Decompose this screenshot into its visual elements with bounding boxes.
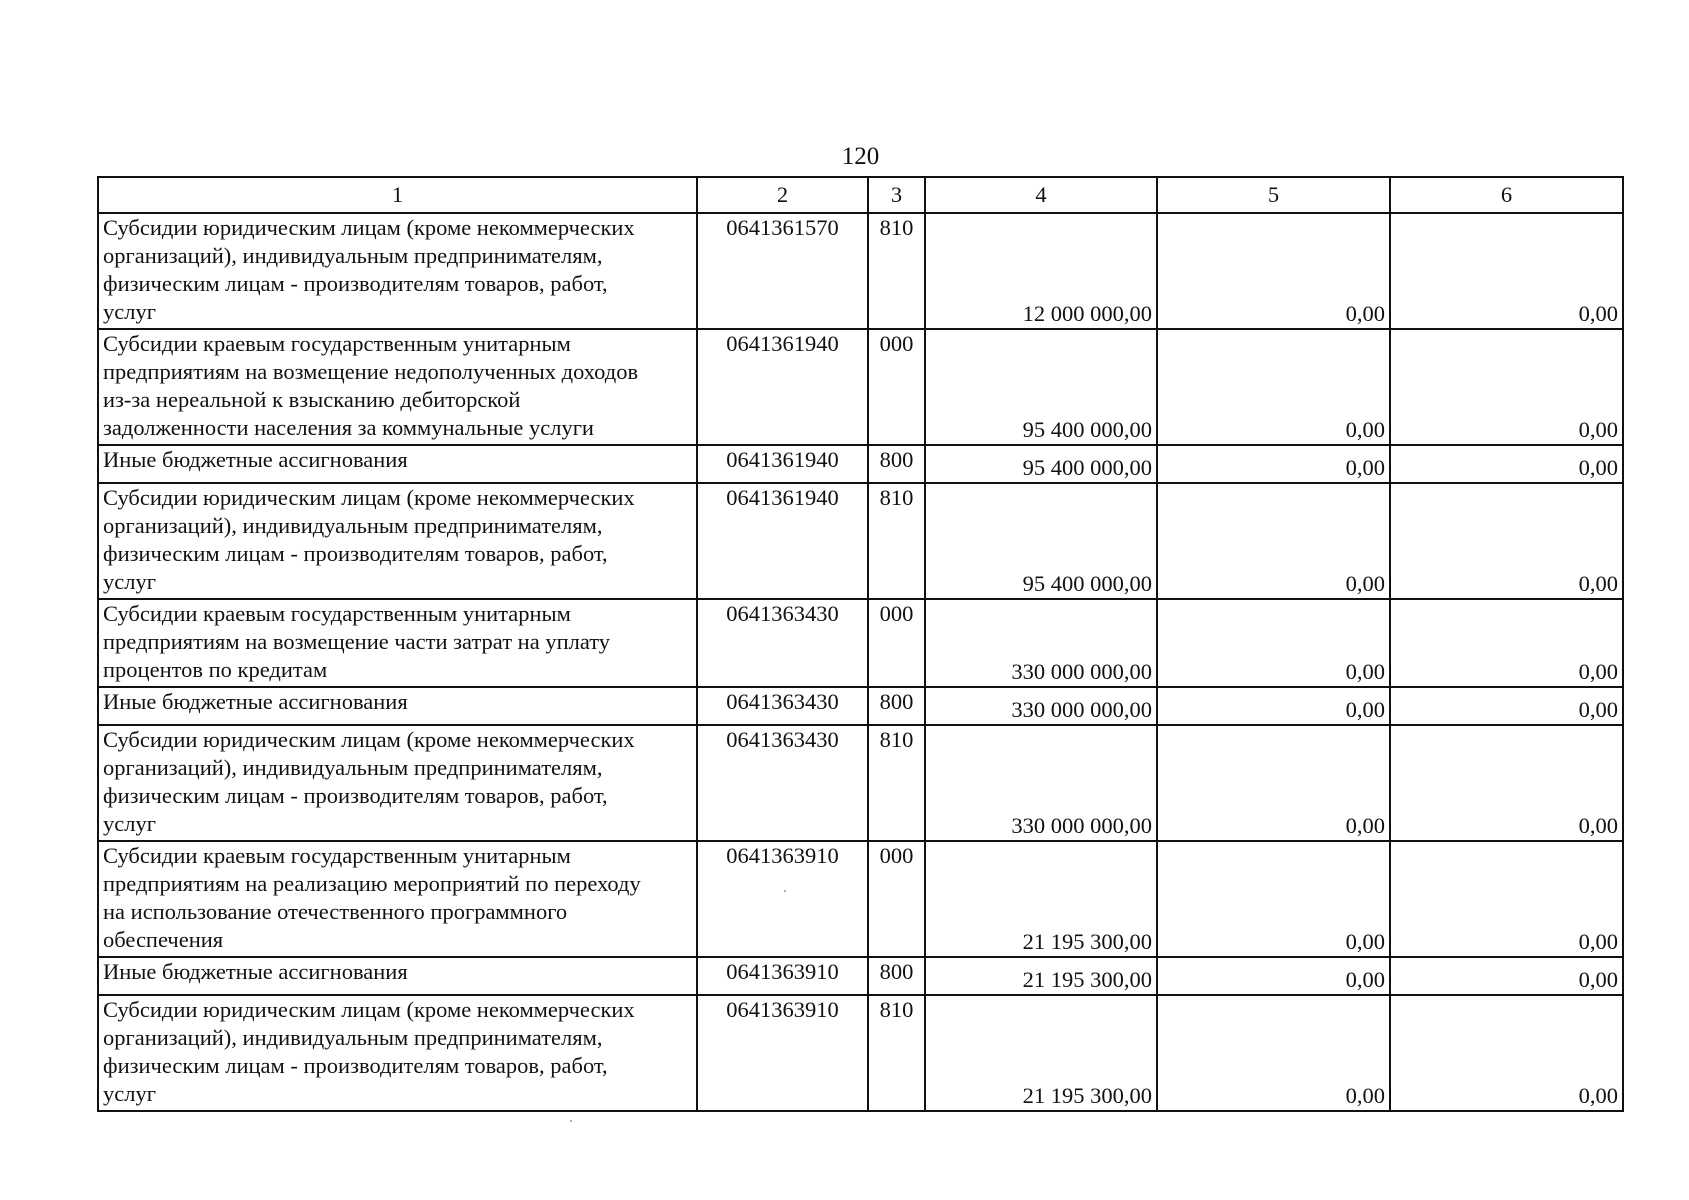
row-value-3-cell: 0,00 bbox=[1390, 687, 1623, 725]
header-cell-4: 4 bbox=[925, 177, 1157, 213]
row-value-1-cell: 330 000 000,00 bbox=[925, 599, 1157, 687]
row-value-3-cell: 0,00 bbox=[1390, 213, 1623, 329]
row-name-line: Субсидии юридическим лицам (кроме некоммерческих bbox=[103, 215, 635, 240]
row-name-line: организаций), индивидуальным предпринимателям, bbox=[103, 755, 603, 780]
row-name-cell bbox=[98, 841, 697, 957]
header-cell-2: 2 bbox=[697, 177, 868, 213]
table-row bbox=[98, 957, 1623, 995]
row-code-cell: 0641363910 bbox=[697, 957, 868, 995]
row-type-cell: 810 bbox=[868, 725, 925, 841]
header-cell-1: 1 bbox=[98, 177, 697, 213]
row-name-line: физическим лицам - производителям товаров, работ, bbox=[103, 541, 608, 566]
row-value-3-cell: 0,00 bbox=[1390, 599, 1623, 687]
row-name-line: предприятиям на возмещение части затрат на уплату bbox=[103, 629, 611, 654]
row-value-3-cell: 0,00 bbox=[1390, 329, 1623, 445]
row-name-line: Субсидии краевым государственным унитарным bbox=[103, 601, 571, 626]
row-value-2-cell: 0,00 bbox=[1157, 213, 1390, 329]
row-value-1-cell: 21 195 300,00 bbox=[925, 841, 1157, 957]
row-code-cell: 0641363430 bbox=[697, 599, 868, 687]
row-type-cell: 800 bbox=[868, 687, 925, 725]
budget-table bbox=[97, 176, 1624, 1112]
table-row bbox=[98, 841, 1623, 957]
row-name-line: Иные бюджетные ассигнования bbox=[103, 959, 408, 984]
row-type-cell: 000 bbox=[868, 841, 925, 957]
row-type-cell: 800 bbox=[868, 957, 925, 995]
row-name-line: предприятиям на возмещение недополученных доходов bbox=[103, 359, 639, 384]
row-name-cell bbox=[98, 445, 697, 483]
row-name-line: организаций), индивидуальным предпринимателям, bbox=[103, 513, 603, 538]
row-name-cell bbox=[98, 995, 697, 1111]
row-code-cell: 0641363910 bbox=[697, 841, 868, 957]
table-row bbox=[98, 995, 1623, 1111]
row-type-cell: 810 bbox=[868, 483, 925, 599]
row-name-line: на использование отечественного программного bbox=[103, 899, 568, 924]
row-name-line: услуг bbox=[103, 569, 156, 594]
row-code-cell: 0641361570 bbox=[697, 213, 868, 329]
row-name-line: организаций), индивидуальным предпринимателям, bbox=[103, 243, 603, 268]
row-value-2-cell: 0,00 bbox=[1157, 687, 1390, 725]
row-name-line: Субсидии юридическим лицам (кроме некоммерческих bbox=[103, 485, 635, 510]
table-row bbox=[98, 445, 1623, 483]
row-name-line: из-за нереальной к взысканию дебиторской bbox=[103, 387, 521, 412]
table-row bbox=[98, 213, 1623, 329]
row-name-line: услуг bbox=[103, 811, 156, 836]
row-name-line: задолженности населения за коммунальные услуги bbox=[103, 415, 594, 440]
row-name-line: Субсидии юридическим лицам (кроме некоммерческих bbox=[103, 727, 635, 752]
row-value-2-cell: 0,00 bbox=[1157, 445, 1390, 483]
row-name-line: физическим лицам - производителям товаров, работ, bbox=[103, 271, 608, 296]
row-value-1-cell: 21 195 300,00 bbox=[925, 995, 1157, 1111]
row-value-1-cell: 21 195 300,00 bbox=[925, 957, 1157, 995]
table-row bbox=[98, 725, 1623, 841]
row-value-3-cell: 0,00 bbox=[1390, 995, 1623, 1111]
row-name-line: Иные бюджетные ассигнования bbox=[103, 689, 408, 714]
row-name-line: процентов по кредитам bbox=[103, 657, 328, 682]
row-code-cell: 0641361940 bbox=[697, 329, 868, 445]
row-name-cell bbox=[98, 329, 697, 445]
row-code-cell: 0641363430 bbox=[697, 725, 868, 841]
row-name-cell bbox=[98, 957, 697, 995]
scan-speck bbox=[784, 890, 786, 892]
row-type-cell: 810 bbox=[868, 213, 925, 329]
table-row bbox=[98, 329, 1623, 445]
row-name-line: организаций), индивидуальным предпринимателям, bbox=[103, 1025, 603, 1050]
row-name-line: физическим лицам - производителям товаров, работ, bbox=[103, 1053, 608, 1078]
scan-speck bbox=[570, 1120, 572, 1122]
row-value-2-cell: 0,00 bbox=[1157, 841, 1390, 957]
row-value-1-cell: 330 000 000,00 bbox=[925, 725, 1157, 841]
row-name-cell bbox=[98, 599, 697, 687]
row-code-cell: 0641361940 bbox=[697, 445, 868, 483]
row-value-3-cell: 0,00 bbox=[1390, 483, 1623, 599]
page-number: 120 bbox=[841, 143, 880, 170]
row-name-line: Субсидии краевым государственным унитарным bbox=[103, 331, 571, 356]
row-name-cell bbox=[98, 213, 697, 329]
header-row bbox=[98, 177, 1623, 213]
row-value-2-cell: 0,00 bbox=[1157, 483, 1390, 599]
row-value-3-cell: 0,00 bbox=[1390, 445, 1623, 483]
row-name-cell bbox=[98, 725, 697, 841]
row-value-2-cell: 0,00 bbox=[1157, 957, 1390, 995]
row-name-line: физическим лицам - производителям товаров, работ, bbox=[103, 783, 608, 808]
row-value-3-cell: 0,00 bbox=[1390, 725, 1623, 841]
row-type-cell: 800 bbox=[868, 445, 925, 483]
table-body bbox=[98, 177, 1623, 1111]
table-row bbox=[98, 483, 1623, 599]
row-name-line: услуг bbox=[103, 299, 156, 324]
row-value-1-cell: 12 000 000,00 bbox=[925, 213, 1157, 329]
table-row bbox=[98, 687, 1623, 725]
row-value-1-cell: 330 000 000,00 bbox=[925, 687, 1157, 725]
header-cell-3: 3 bbox=[868, 177, 925, 213]
row-name-cell bbox=[98, 687, 697, 725]
row-value-1-cell: 95 400 000,00 bbox=[925, 445, 1157, 483]
row-name-line: обеспечения bbox=[103, 927, 224, 952]
row-code-cell: 0641363910 bbox=[697, 995, 868, 1111]
row-name-line: Субсидии юридическим лицам (кроме некоммерческих bbox=[103, 997, 635, 1022]
row-type-cell: 810 bbox=[868, 995, 925, 1111]
row-code-cell: 0641363430 bbox=[697, 687, 868, 725]
row-type-cell: 000 bbox=[868, 599, 925, 687]
row-type-cell: 000 bbox=[868, 329, 925, 445]
row-value-2-cell: 0,00 bbox=[1157, 725, 1390, 841]
row-value-2-cell: 0,00 bbox=[1157, 599, 1390, 687]
row-code-cell: 0641361940 bbox=[697, 483, 868, 599]
header-cell-5: 5 bbox=[1157, 177, 1390, 213]
row-value-2-cell: 0,00 bbox=[1157, 329, 1390, 445]
row-value-1-cell: 95 400 000,00 bbox=[925, 483, 1157, 599]
row-name-line: предприятиям на реализацию мероприятий по переходу bbox=[103, 871, 641, 896]
row-name-cell bbox=[98, 483, 697, 599]
row-name-line: Субсидии краевым государственным унитарным bbox=[103, 843, 571, 868]
table-row bbox=[98, 599, 1623, 687]
row-value-2-cell: 0,00 bbox=[1157, 995, 1390, 1111]
header-cell-6: 6 bbox=[1390, 177, 1623, 213]
row-value-1-cell: 95 400 000,00 bbox=[925, 329, 1157, 445]
row-value-3-cell: 0,00 bbox=[1390, 841, 1623, 957]
row-value-3-cell: 0,00 bbox=[1390, 957, 1623, 995]
row-name-line: услуг bbox=[103, 1081, 156, 1106]
row-name-line: Иные бюджетные ассигнования bbox=[103, 447, 408, 472]
